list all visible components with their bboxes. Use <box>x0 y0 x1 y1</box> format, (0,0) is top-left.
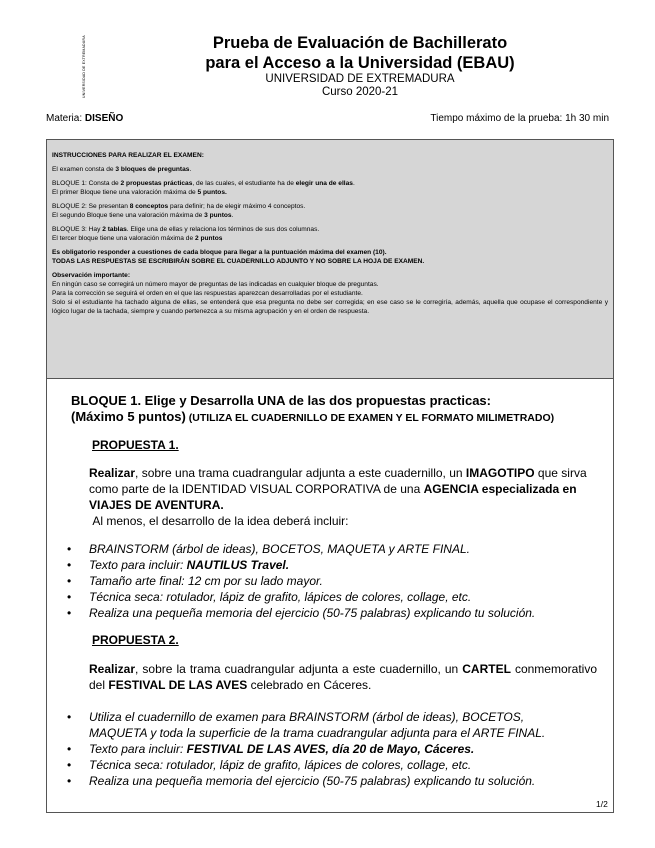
proposal-2-title: PROPUESTA 2. <box>92 633 179 647</box>
subject-value: DISEÑO <box>84 113 124 124</box>
block-1-title: BLOQUE 1. Elige y Desarrolla UNA de las dos propuestas practicas: (Máximo 5 puntos) (UTILIZA EL CUADERNILLO DE EXAMEN Y EL FORMATO MILIMETRADO) <box>71 393 555 424</box>
instructions-block-2: BLOQUE 2: Se presentan 8 conceptos para definir; ha de elegir máximo 4 conceptos. El segundo Bloque tiene una valoración máxima de 3 puntos. <box>52 203 306 219</box>
subject-label: Materia: <box>46 113 85 124</box>
instructions-mandatory: Es obligatorio responder a cuestiones de cada bloque para llegar a la puntuación máxima del examen (10). TODAS LAS RESPUESTAS SE ESCRIBIRÁN SOBRE EL CUADERNILLO ADJUNTO Y NO SOBRE LA HOJA DE EXAMEN. <box>52 249 425 265</box>
subject-line <box>46 113 123 124</box>
title-line-1: Prueba de Evaluación de Bachillerato <box>212 34 508 52</box>
list-item: • Técnica seca: rotulador, lápiz de grafito, lápices de colores, collage, etc. <box>67 757 567 773</box>
list-item: • Texto para incluir: FESTIVAL DE LAS AVES, día 20 de Mayo, Cáceres. <box>67 741 567 757</box>
list-item: • Tamaño arte final: 12 cm por su lado mayor. <box>67 573 535 589</box>
block-1-section <box>46 378 614 813</box>
list-item: • Texto para incluir: NAUTILUS Travel. <box>67 557 535 573</box>
title-line-2: para el Acceso a la Universidad (EBAU) <box>205 54 515 72</box>
list-item: • Realiza una pequeña memoria del ejercicio (50-75 palabras) explicando tu solución. <box>67 605 535 621</box>
proposal-1-title: PROPUESTA 1. <box>92 438 179 452</box>
page-number: 1/2 <box>596 799 608 809</box>
time-limit: Tiempo máximo de la prueba: 1h 30 min <box>430 113 609 124</box>
instructions-intro: El examen consta de 3 bloques de preguntas. <box>52 166 192 173</box>
university-name: UNIVERSIDAD DE EXTREMADURA <box>265 73 455 85</box>
course-year: Curso 2020-21 <box>321 86 399 98</box>
proposal-1-text: Realizar, sobre una trama cuadrangular adjunta a este cuadernillo, un IMAGOTIPO que sirva como parte de la IDENTIDAD VISUAL CORPORATIVA de una AGENCIA especializada en VIAJES DE AVENTURA. Al menos, el desarrollo de la idea deberá incluir: <box>89 466 587 528</box>
instructions-box <box>46 139 614 379</box>
instructions-block-1: BLOQUE 1: Consta de 2 propuestas prácticas, de las cuales, el estudiante ha de elegir una de ellas. El primer Bloque tiene una valoración máxima de 5 puntos. <box>52 180 355 196</box>
list-item: • Técnica seca: rotulador, lápiz de grafito, lápices de colores, collage, etc. <box>67 589 535 605</box>
list-item: • BRAINSTORM (árbol de ideas), BOCETOS, MAQUETA y ARTE FINAL. <box>67 541 535 557</box>
exam-header <box>160 33 560 99</box>
proposal-2-list <box>67 709 567 789</box>
proposal-1-list <box>67 541 535 621</box>
instructions-block-3: BLOQUE 3: Hay 2 tablas. Elige una de ellas y relaciona los términos de sus dos columnas. El tercer bloque tiene una valoración máxima de 2 puntos <box>52 226 320 242</box>
list-item: • Realiza una pequeña memoria del ejercicio (50-75 palabras) explicando tu solución. <box>67 773 567 789</box>
side-code: UNIVERSIDAD DE EXTREMADURA <box>82 35 86 98</box>
instructions-observation: Observación importante: En ningún caso se corregirá un número mayor de preguntas de las indicadas en cualquier bloque de preguntas. Para la corrección se seguirá el orden en el que las respuestas aparezcan desarrolladas por el estudiante. Solo si el estudiante ha tachado alguna de ellas, se entenderá que esa pregunta no debe ser corregida; en ese caso se le corregiría, además, aquella que ocupase el correspondiente y lógico lugar de la tachada, siempre y cuando pertenezca a su misma agrupación y en el orden de respuesta. <box>52 272 608 315</box>
list-item: • Utiliza el cuadernillo de examen para BRAINSTORM (árbol de ideas), BOCETOS, MAQUETA y toda la superficie de la trama cuadrangular adjunta para el ARTE FINAL. <box>67 709 567 741</box>
instructions-heading: INSTRUCCIONES PARA REALIZAR EL EXAMEN: <box>52 152 204 159</box>
proposal-2-text: Realizar, sobre la trama cuadrangular adjunta a este cuadernillo, un CARTEL conmemorativo del FESTIVAL DE LAS AVES celebrado en Cáceres. <box>89 662 597 692</box>
